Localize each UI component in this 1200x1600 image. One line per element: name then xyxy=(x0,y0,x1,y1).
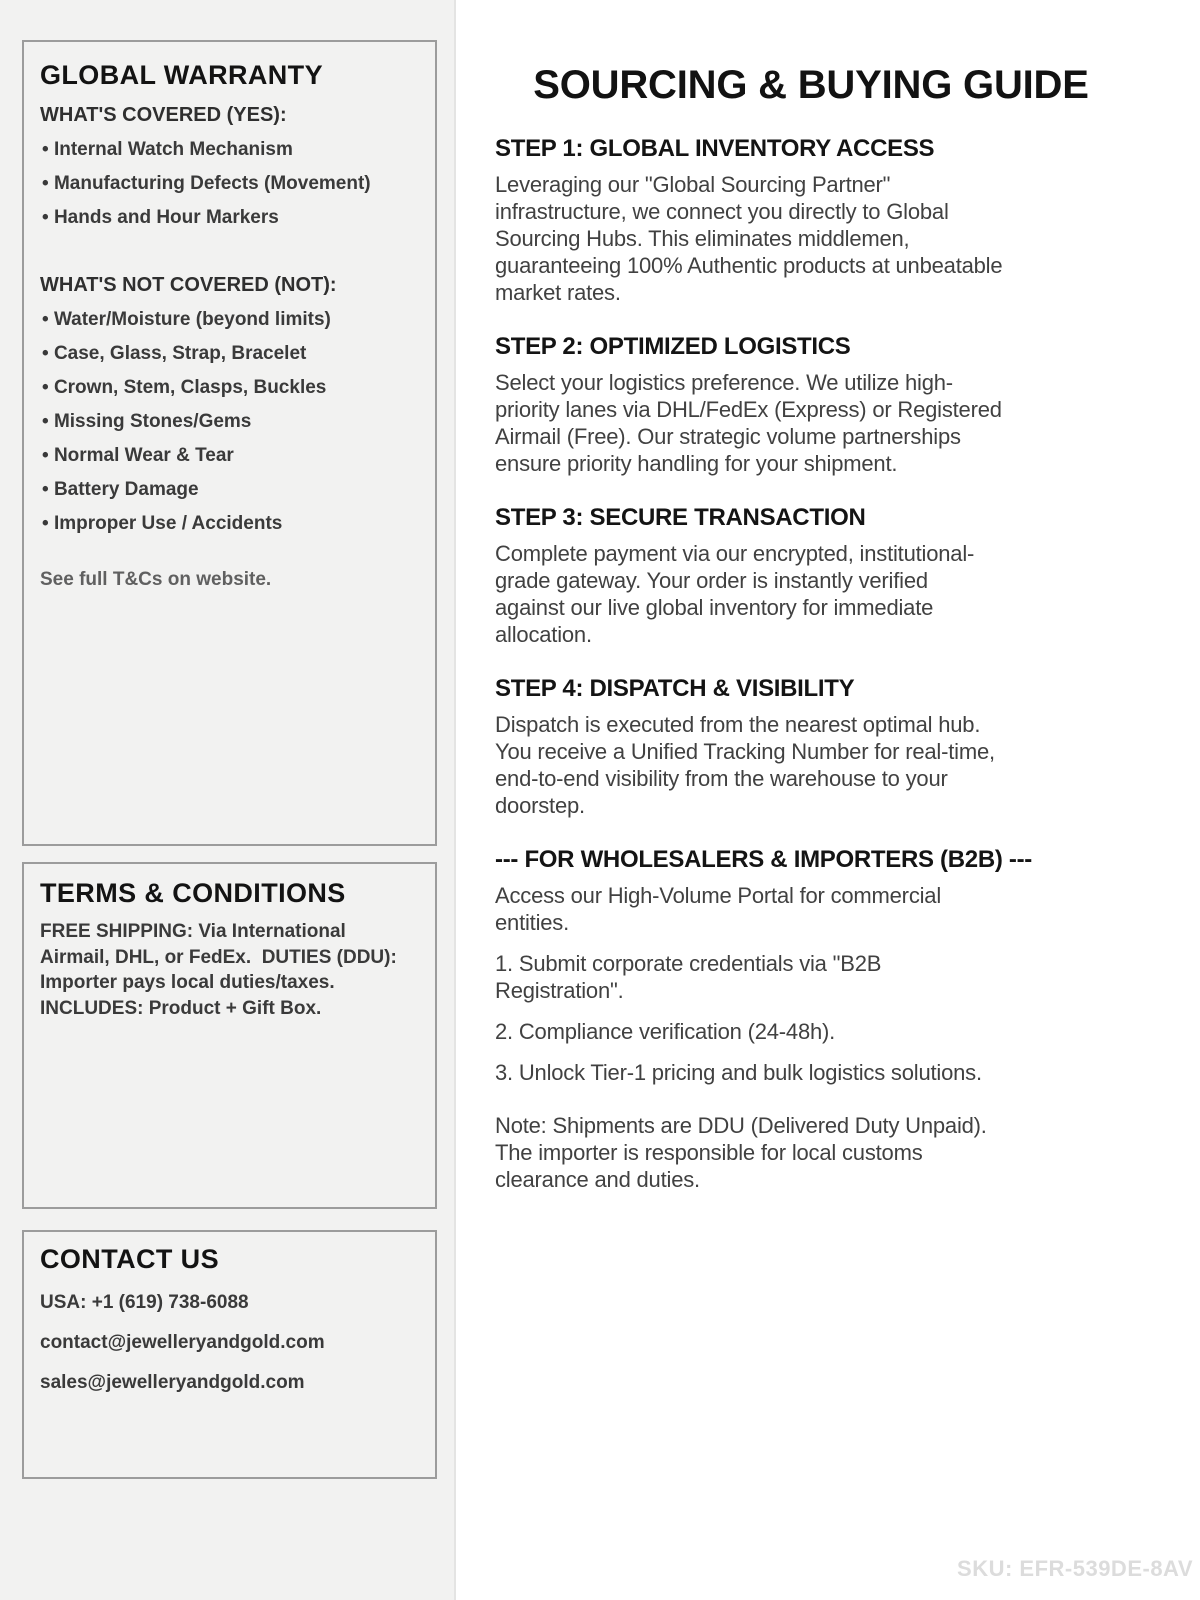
b2b-step: 3. Unlock Tier-1 pricing and bulk logistics solutions. xyxy=(495,1060,982,1085)
step-heading: STEP 2: OPTIMIZED LOGISTICS xyxy=(495,333,851,360)
not-covered-list xyxy=(40,308,419,535)
contact-panel xyxy=(22,1230,437,1479)
contact-line: sales@jewelleryandgold.com xyxy=(40,1372,305,1393)
page-title: SOURCING & BUYING GUIDE xyxy=(533,63,1089,107)
step-body: Dispatch is executed from the nearest optimal hub. You receive a Unified Tracking Number for real-time, end-to-end visibility from the warehouse to your doorstep. xyxy=(495,712,995,818)
terms-body: FREE SHIPPING: Via International Airmail, DHL, or FedEx. DUTIES (DDU): Importer pays local duties/taxes. INCLUDES: Product + Gift Box. xyxy=(40,921,403,1019)
not-covered-heading: WHAT'S NOT COVERED (NOT): xyxy=(40,274,337,296)
b2b-step: 2. Compliance verification (24-48h). xyxy=(495,1019,836,1044)
terms-title: TERMS & CONDITIONS xyxy=(40,878,346,908)
main-content xyxy=(495,0,1127,1193)
warranty-footnote: See full T&Cs on website. xyxy=(40,569,272,590)
list-item: • Missing Stones/Gems xyxy=(40,410,419,433)
list-item: • Case, Glass, Strap, Bracelet xyxy=(40,342,419,365)
step-section xyxy=(495,503,1127,648)
terms-panel xyxy=(22,862,437,1209)
list-item: • Battery Damage xyxy=(40,478,419,501)
sidebar xyxy=(0,0,456,1600)
b2b-intro: Access our High-Volume Portal for commercial entities. xyxy=(495,883,942,935)
covered-list xyxy=(40,138,419,229)
list-item: • Water/Moisture (beyond limits) xyxy=(40,308,419,331)
covered-heading: WHAT'S COVERED (YES): xyxy=(40,104,287,126)
b2b-heading: --- FOR WHOLESALERS & IMPORTERS (B2B) --- xyxy=(495,846,1032,873)
b2b-note: Note: Shipments are DDU (Delivered Duty Unpaid). The importer is responsible for local customs clearance and duties. xyxy=(495,1113,987,1192)
step-body: Select your logistics preference. We utilize high-priority lanes via DHL/FedEx (Express) or Registered Airmail (Free). Our strategic volume partnerships ensure priority handling for your shipment. xyxy=(495,370,1002,476)
list-item: • Manufacturing Defects (Movement) xyxy=(40,172,419,195)
step-sections xyxy=(495,134,1127,819)
step-body: Leveraging our "Global Sourcing Partner" infrastructure, we connect you directly to Global Sourcing Hubs. This eliminates middlemen, guaranteeing 100% Authentic products at unbeatable market rates. xyxy=(495,172,1003,305)
step-section xyxy=(495,134,1127,306)
warranty-title: GLOBAL WARRANTY xyxy=(40,60,323,90)
step-heading: STEP 3: SECURE TRANSACTION xyxy=(495,504,866,531)
sku-label: SKU: EFR-539DE-8AV xyxy=(957,1556,1193,1581)
b2b-steps xyxy=(495,950,1127,1086)
contact-line: USA: +1 (619) 738-6088 xyxy=(40,1292,249,1313)
step-body: Complete payment via our encrypted, institutional-grade gateway. Your order is instantly verified against our live global inventory for immediate allocation. xyxy=(495,541,975,647)
step-heading: STEP 4: DISPATCH & VISIBILITY xyxy=(495,675,855,702)
b2b-step: 1. Submit corporate credentials via "B2B Registration". xyxy=(495,951,882,1003)
step-section xyxy=(495,332,1127,477)
list-item: • Improper Use / Accidents xyxy=(40,512,419,535)
b2b-section xyxy=(495,845,1127,1193)
step-section xyxy=(495,674,1127,819)
warranty-panel xyxy=(22,40,437,846)
contact-lines xyxy=(40,1291,419,1394)
list-item: • Internal Watch Mechanism xyxy=(40,138,419,161)
list-item: • Crown, Stem, Clasps, Buckles xyxy=(40,376,419,399)
list-item: • Hands and Hour Markers xyxy=(40,206,419,229)
step-heading: STEP 1: GLOBAL INVENTORY ACCESS xyxy=(495,135,935,162)
contact-line: contact@jewelleryandgold.com xyxy=(40,1332,325,1353)
contact-title: CONTACT US xyxy=(40,1244,219,1274)
list-item: • Normal Wear & Tear xyxy=(40,444,419,467)
